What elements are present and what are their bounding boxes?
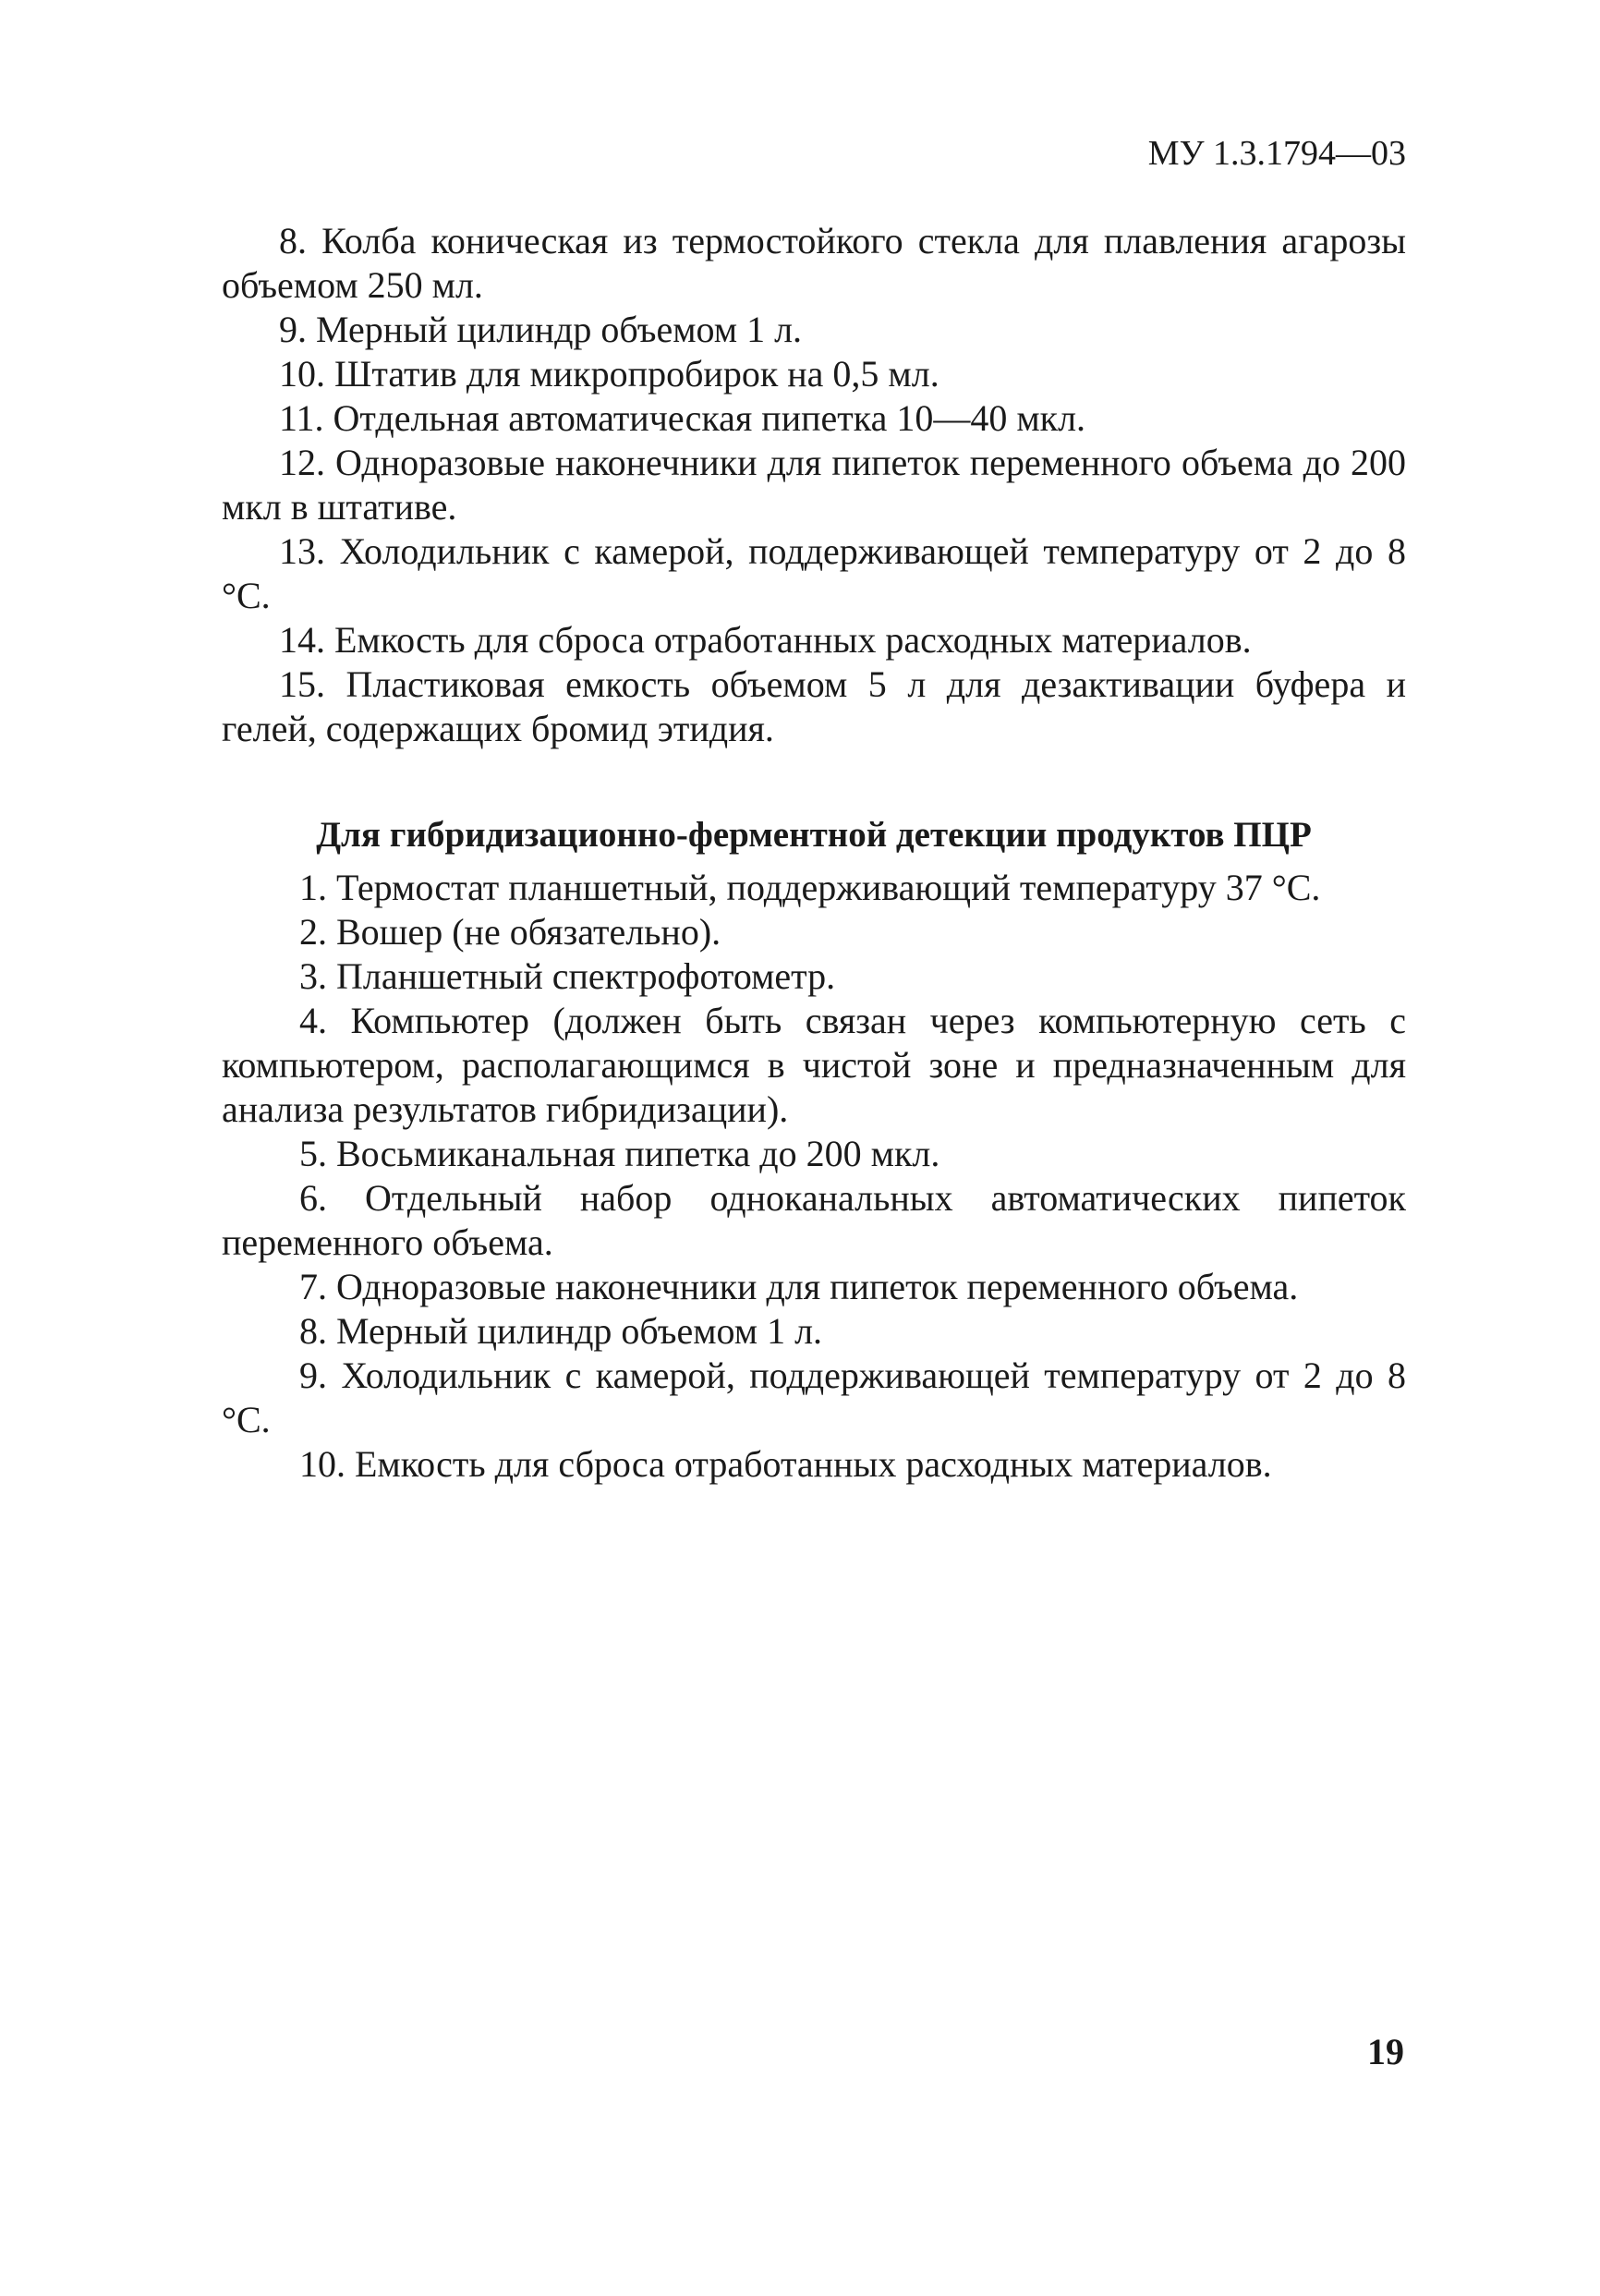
list-item: 12. Одноразовые наконечники для пипеток переменного объема до 200 мкл в штативе. [222, 442, 1406, 528]
list-item: 1. Термостат планшетный, поддерживающий температуру 37 °С. [299, 867, 1321, 908]
list-item: 9. Мерный цилиндр объемом 1 л. [279, 309, 803, 350]
document-code: МУ 1.3.1794—03 [1147, 134, 1406, 173]
list-item: 11. Отдельная автоматическая пипетка 10—40 мкл. [279, 397, 1086, 439]
list-item: 3. Планшетный спектрофотометр. [299, 955, 836, 997]
list-item: 7. Одноразовые наконечники для пипеток переменного объема. [299, 1266, 1299, 1307]
list-item: 13. Холодильник с камерой, поддерживающей температуру от 2 до 8 °С. [222, 530, 1406, 616]
list-item: 5. Восьмиканальная пипетка до 200 мкл. [299, 1133, 940, 1174]
list-item: 8. Мерный цилиндр объемом 1 л. [299, 1310, 823, 1352]
list-item: 14. Емкость для сброса отработанных расходных материалов. [279, 619, 1252, 661]
list-item: 9. Холодильник с камерой, поддерживающей температуру от 2 до 8 °С. [222, 1355, 1406, 1440]
list-item: 2. Вошер (не обязательно). [299, 911, 721, 953]
list-item: 10. Емкость для сброса отработанных расходных материалов. [299, 1443, 1272, 1485]
page-number: 19 [1367, 2031, 1404, 2072]
list-item: 15. Пластиковая емкость объемом 5 л для дезактивации буфера и гелей, содержащих бромид этидия. [222, 663, 1406, 749]
list-item: 8. Колба коническая из термостойкого стекла для плавления агарозы объемом 250 мл. [222, 220, 1406, 306]
equipment-list-continued [222, 219, 1406, 751]
list-item: 6. Отдельный набор одноканальных автоматических пипеток переменного объема. [222, 1177, 1406, 1263]
section-heading: Для гибридизационно-ферментной детекции продуктов ПЦР [316, 815, 1312, 855]
hybridization-section [222, 813, 1406, 1487]
list-item: 4. Компьютер (должен быть связан через компьютерную сеть с компьютером, располагающимся в чистой зоне и предназначенным для анализа результатов гибридизации). [222, 1000, 1406, 1130]
list-item: 10. Штатив для микропробирок на 0,5 мл. [279, 353, 939, 395]
